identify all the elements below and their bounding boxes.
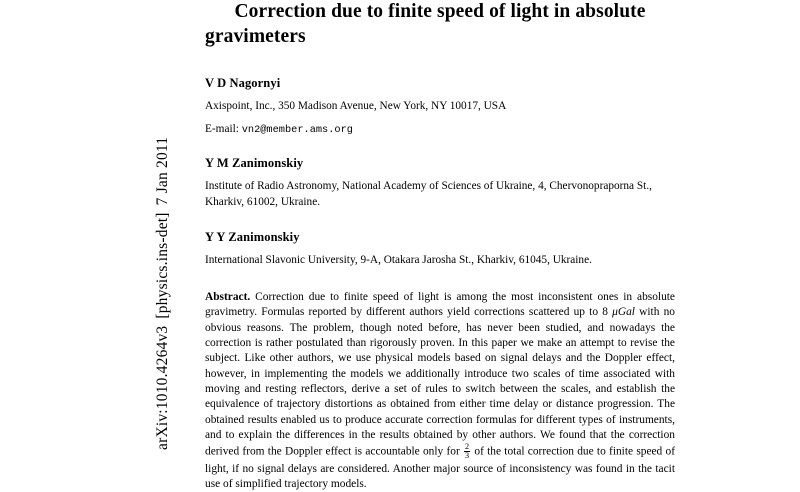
author-name-2: Y M Zanimonskiy <box>205 155 304 170</box>
arxiv-identifier: arXiv:1010.4264v3 <box>154 325 171 450</box>
author-affiliation-2: Institute of Radio Astronomy, National Academy of Sciences of Ukraine, 4, Chervonopraporna St., Kharkiv, 61002, Ukraine. <box>205 179 652 208</box>
paper-content <box>205 0 675 492</box>
title-line-2: gravimeters <box>205 25 306 47</box>
author-email-1 <box>205 123 675 136</box>
author-affiliation-1: Axispoint, Inc., 350 Madison Avenue, New York, NY 10017, USA <box>205 99 507 112</box>
abstract-text-part-3: of the total correction due to finite speed of light, if no signal delays are considered. Another major source of inconsistency was found in the tacit use of simplified trajectory models. <box>205 446 675 490</box>
author-name-1: V D Nagornyi <box>205 75 281 90</box>
title-line-1: Correction due to finite speed of light in absolute <box>234 1 646 22</box>
fraction-numerator: 2 <box>465 441 470 451</box>
abstract-fraction-two-thirds <box>464 443 470 461</box>
page-title <box>205 0 675 50</box>
arxiv-date: 7 Jan 2011 <box>154 136 171 206</box>
arxiv-category: [physics.ins-det] <box>154 212 171 319</box>
author-block-3 <box>205 230 675 268</box>
abstract-text-part-2: with no obvious reasons. The problem, though noted before, has never been studied, and nowadays the correction is rather postulated than rigorously proven. In this paper we make an attempt to revise the subject. Like other authors, we use physical models based on signal delays and the Doppler effect, however, in implementing the models we additionally introduce two scales of time associated with moving and resting reflectors, derive a set of rules to switch between the scales, and establish the equivalence of trajectory distortions as obtained from either time delay or distance progression. The obtained results enabled us to produce accurate correction formulas for different types of instruments, and to explain the differences in the results obtained by other authors. We found that the correction derived from the Doppler effect is accountable only for <box>205 306 675 459</box>
abstract <box>205 290 675 492</box>
author-affiliation-3: International Slavonic University, 9-A, Otakara Jarosha St., Kharkiv, 61045, Ukraine. <box>205 254 592 266</box>
email-address-1[interactable]: vn2@member.ams.org <box>241 123 353 136</box>
email-label-1: E-mail: <box>205 122 239 135</box>
arxiv-stamp <box>150 0 176 450</box>
abstract-heading: Abstract. <box>205 291 251 304</box>
abstract-unit-microgal: μGal <box>612 306 635 319</box>
author-block-2 <box>205 156 675 210</box>
author-block-1 <box>205 76 675 136</box>
author-name-3: Y Y Zanimonskiy <box>205 230 300 244</box>
abstract-text-part-1: Correction due to finite speed of light is among the most inconsistent ones in absolute gravimetry. Formulas reported by different authors yield corrections scattered up to 8 <box>205 291 675 319</box>
fraction-denominator: 3 <box>465 451 470 461</box>
